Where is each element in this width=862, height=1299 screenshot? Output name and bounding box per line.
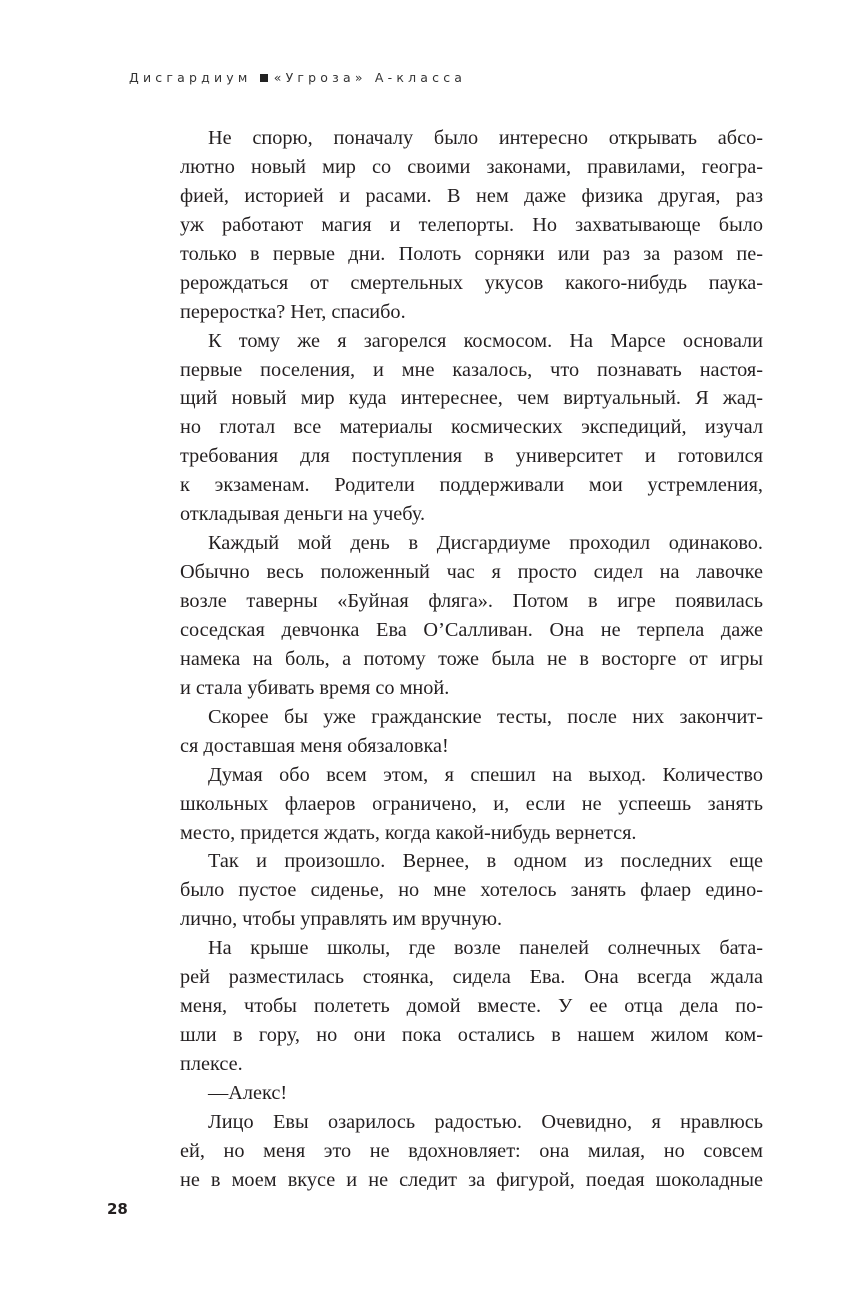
text-line: ся доставшая меня обязаловка! (180, 734, 449, 757)
text-line: плексе. (180, 1053, 243, 1075)
text-line: не в моем вкусе и не следит за фигурой, поедая шоколадные (180, 1168, 763, 1191)
text-line: к экзаменам. Родители поддерживали мои устремления, (180, 474, 763, 497)
text-line: намека на боль, а потому тоже была не в восторге от игры (180, 647, 763, 670)
paragraph (180, 1079, 763, 1108)
text-line: откладывая деньги на учебу. (180, 503, 426, 526)
paragraph (180, 124, 763, 327)
text-line: Обычно весь положенный час я просто сидел на лавочке (180, 561, 763, 584)
text-line: но глотал все материалы космических экспедиций, изучал (180, 416, 763, 439)
running-header (129, 70, 466, 85)
text-line: рерождаться от смертельных укусов какого-нибудь паука- (180, 271, 763, 294)
text-line: меня, чтобы полететь домой вместе. У ее отца дела по- (180, 995, 763, 1018)
text-line: рей разместилась стоянка, сидела Ева. Она всегда ждала (180, 966, 763, 989)
text-line: место, придется ждать, когда какой-нибудь вернется. (180, 821, 637, 844)
text-line: —Алекс! (208, 1081, 288, 1104)
text-line: шли в гору, но они пока остались в нашем жилом ком- (180, 1024, 763, 1047)
text-line: и стала убивать время со мной. (180, 676, 450, 699)
text-line: ей, но меня это не вдохновляет: она милая, но совсем (180, 1139, 763, 1162)
text-line: первые поселения, и мне казалось, что познавать настоя- (180, 358, 763, 381)
body-text (180, 124, 763, 1195)
page-number: 28 (107, 1200, 128, 1218)
text-line: щий новый мир куда интереснее, чем виртуальный. Я жад- (180, 387, 763, 410)
text-line: Скорее бы уже гражданские тесты, после них закончит- (208, 705, 763, 728)
book-title: Дисгардиум (129, 70, 252, 85)
paragraph (180, 1108, 763, 1195)
book-subtitle: «Угроза» А-класса (273, 70, 467, 85)
paragraph (180, 327, 763, 530)
text-line: Не спорю, поначалу было интересно открывать абсо- (208, 127, 763, 149)
text-line: школьных флаеров ограничено, и, если не успеешь занять (180, 792, 763, 815)
text-line: соседская девчонка Ева О’Салливан. Она не терпела даже (180, 618, 763, 641)
text-line: Лицо Евы озарилось радостью. Очевидно, я нравлюсь (208, 1110, 763, 1133)
text-line: лично, чтобы управлять им вручную. (180, 908, 503, 931)
paragraph (180, 761, 763, 848)
text-line: уж работают магия и телепорты. Но захватывающе было (180, 213, 763, 236)
paragraph (180, 703, 763, 761)
text-line: было пустое сиденье, но мне хотелось занять флаер едино- (180, 879, 763, 902)
paragraph (180, 529, 763, 703)
text-line: Думая обо всем этом, я спешил на выход. Количество (208, 763, 763, 786)
text-line: переростка? Нет, спасибо. (180, 300, 406, 323)
square-bullet-icon (260, 74, 268, 82)
text-line: Каждый мой день в Дисгардиуме проходил одинаково. (208, 532, 763, 555)
text-line: Так и произошло. Вернее, в одном из последних еще (208, 850, 763, 873)
text-line: фией, историей и расами. В нем даже физика другая, раз (180, 184, 763, 207)
paragraph (180, 934, 763, 1079)
text-line: лютно новый мир со своими законами, правилами, геогра- (180, 155, 763, 178)
text-line: только в первые дни. Полоть сорняки или раз за разом пе- (180, 242, 763, 265)
paragraph (180, 847, 763, 934)
text-line: возле таверны «Буйная фляга». Потом в игре появилась (180, 590, 763, 612)
text-line: требования для поступления в университет и готовился (180, 445, 763, 468)
text-line: На крыше школы, где возле панелей солнечных бата- (208, 937, 763, 960)
text-line: К тому же я загорелся космосом. На Марсе основали (208, 329, 763, 352)
